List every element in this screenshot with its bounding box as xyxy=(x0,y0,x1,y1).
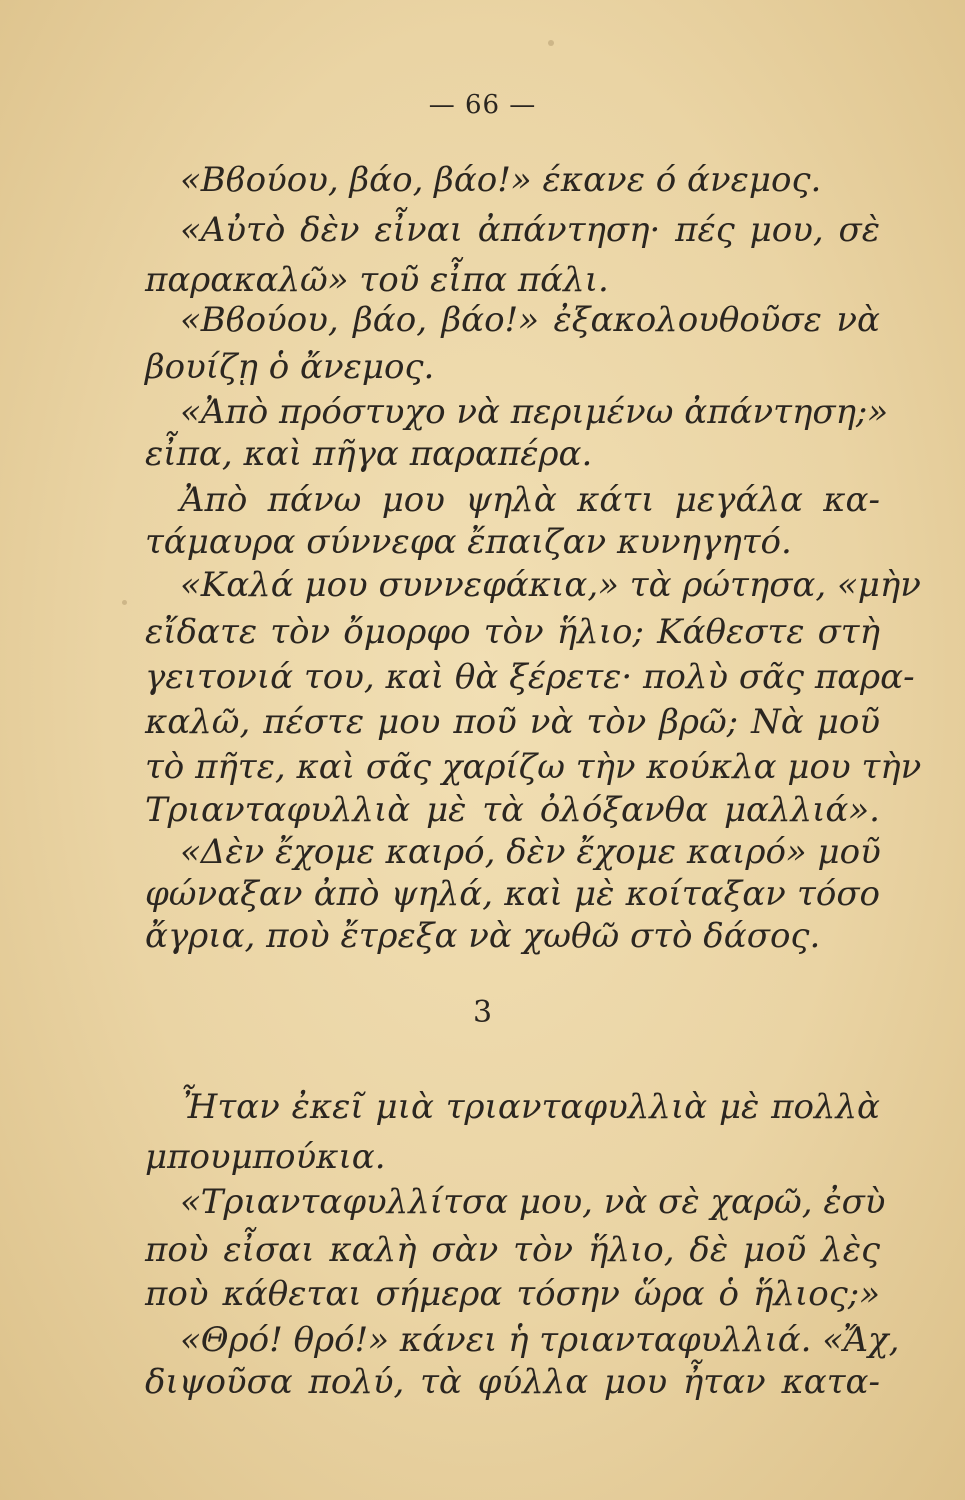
text-line: ποὺ κάθεται σήμερα τόσην ὥρα ὁ ἥλιος;» xyxy=(145,1274,880,1314)
text-line: καλῶ, πέστε μου ποῦ νὰ τὸν βρῶ; Νὰ μοῦ xyxy=(145,702,880,742)
text-line: «Δὲν ἔχομε καιρό, δὲν ἔχομε καιρό» μοῦ xyxy=(180,832,881,872)
text-line: εἶπα, καὶ πῆγα παραπέρα. xyxy=(145,434,593,474)
text-line: Ἀπὸ πάνω μου ψηλὰ κάτι μεγάλα κα- xyxy=(180,480,880,520)
text-line: βουίζῃ ὁ ἄνεμος. xyxy=(145,347,435,387)
text-line: «Θρό! θρό!» κάνει ἡ τριανταφυλλιά. «Ἄχ, xyxy=(180,1320,900,1360)
text-line: «Βϐούου, βάο, βάο!» ἐξακολουθοῦσε νὰ xyxy=(180,300,880,340)
text-line: εἴδατε τὸν ὄμορφο τὸν ἥλιο; Κάθεστε στὴ xyxy=(145,612,880,652)
text-line: ποὺ εἶσαι καλὴ σὰν τὸν ἥλιο, δὲ μοῦ λὲς xyxy=(145,1230,880,1270)
text-line: Τριανταφυλλιὰ μὲ τὰ ὀλόξανθα μαλλιά». xyxy=(145,790,880,830)
text-line: διψοῦσα πολύ, τὰ φύλλα μου ἦταν κατα- xyxy=(145,1362,880,1402)
paper-stain xyxy=(122,600,127,605)
text-line: ἄγρια, ποὺ ἔτρεξα νὰ χωθῶ στὸ δάσος. xyxy=(145,916,821,956)
text-line: «Τριανταφυλλίτσα μου, νὰ σὲ χαρῶ, ἐσὺ xyxy=(180,1182,886,1222)
text-line: «Ἀπὸ πρόστυχο νὰ περιμένω ἀπάντηση;» xyxy=(180,392,889,432)
section-number: 3 xyxy=(472,995,493,1030)
page-number: — 66 — xyxy=(428,90,537,120)
text-line: γειτονιά του, καὶ θὰ ξέρετε· πολὺ σᾶς παρα- xyxy=(145,657,915,697)
text-line: τάμαυρα σύννεφα ἔπαιζαν κυνηγητό. xyxy=(145,522,792,562)
text-line: «Καλά μου συννεφάκια,» τὰ ρώτησα, «μὴν xyxy=(180,565,921,605)
paper-stain xyxy=(548,40,554,46)
text-line: παρακαλῶ» τοῦ εἶπα πάλι. xyxy=(145,260,609,300)
text-line: τὸ πῆτε, καὶ σᾶς χαρίζω τὴν κούκλα μου τὴν xyxy=(145,747,922,787)
text-line: Ἦταν ἐκεῖ μιὰ τριανταφυλλιὰ μὲ πολλὰ xyxy=(180,1087,880,1127)
text-line: μπουμπούκια. xyxy=(145,1137,386,1177)
text-line: φώναξαν ἀπὸ ψηλά, καὶ μὲ κοίταξαν τόσο xyxy=(145,874,880,914)
text-line: «Αὐτὸ δὲν εἶναι ἀπάντηση· πές μου, σὲ xyxy=(180,210,880,250)
text-line: «Βϐούου, βάο, βάο!» έκανε ό άνεμος. xyxy=(180,160,822,200)
